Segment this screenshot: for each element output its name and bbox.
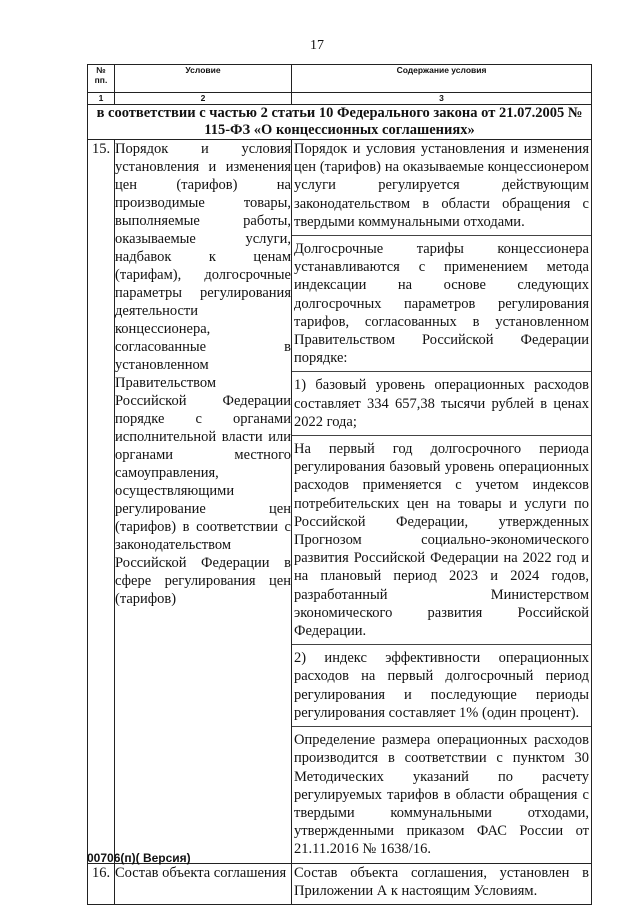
row-number: 16. <box>88 863 115 904</box>
table-row <box>88 140 592 864</box>
row-content <box>292 140 592 864</box>
header-num: № пп. <box>88 65 115 93</box>
content-paragraph: На первый год долгосрочного периода регулирования базовый уровень операционных расходов применяется с учетом индексов потребительских цен на товары и услуги по Российской Федерации, утвержденных Прогнозом социально-экономического развития Российской Федерации на 2022 год и на плановый период 2023 и 2024 годов, разработанный Министерством экономического развития Российской Федерации. <box>292 440 591 645</box>
row-content <box>292 863 592 904</box>
table-row <box>88 863 592 904</box>
column-index-row <box>88 93 592 105</box>
column-index: 2 <box>115 93 292 105</box>
table-header-row <box>88 65 592 93</box>
column-index: 3 <box>292 93 592 105</box>
conditions-table <box>87 64 592 905</box>
document-footer: 00706(п)( Версия) <box>87 851 191 865</box>
row-number: 15. <box>88 140 115 864</box>
content-paragraph: Долгосрочные тарифы концессионера устанавливаются с применением метода индексации на основе следующих долгосрочных параметров регулирования тарифов, согласованных в установленном Правительством Российской Федерации порядке: <box>292 240 591 372</box>
section-title: в соответствии с частью 2 статьи 10 Федерального закона от 21.07.2005 № 115-ФЗ «О концессионных соглашениях» <box>88 105 592 140</box>
content-paragraph: 2) индекс эффективности операционных расходов на первый долгосрочный период регулирования и последующие периоды регулирования составляет 1% (один процент). <box>292 649 591 727</box>
row-condition: Состав объекта соглашения <box>115 863 292 904</box>
content-paragraph: 1) базовый уровень операционных расходов составляет 334 657,38 тысячи рублей в ценах 2022 года; <box>292 376 591 436</box>
header-content: Содержание условия <box>292 65 592 93</box>
section-title-row <box>88 105 592 140</box>
header-condition: Условие <box>115 65 292 93</box>
page-number: 17 <box>310 38 324 53</box>
row-condition: Порядок и условия установления и изменения цен (тарифов) на производимые товары, выполняемые работы, оказываемые услуги, надбавок к ценам (тарифам), долгосрочные параметры регулирования деятельности концессионера, согласованные в установленном Правительством Российской Федерации порядке с органами исполнительной власти или органами местного самоуправления, осуществляющими регулирование цен (тарифов) в соответствии с законодательством Российской Федерации в сфере регулирования цен (тарифов) <box>115 140 292 864</box>
content-paragraph: Состав объекта соглашения, установлен в Приложении А к настоящим Условиям. <box>294 864 589 899</box>
column-index: 1 <box>88 93 115 105</box>
content-paragraph: Порядок и условия установления и изменения цен (тарифов) на оказываемые концессионером услуги регулируется действующим законодательством в области обращения с твердыми коммунальными отходами. <box>292 140 591 236</box>
content-paragraph: Определение размера операционных расходов производится в соответствии с пунктом 30 Методических указаний по расчету регулируемых тарифов в области обращения с твердыми коммунальными отходами, утвержденными приказом ФАС России от 21.11.2016 № 1638/16. <box>294 732 589 858</box>
